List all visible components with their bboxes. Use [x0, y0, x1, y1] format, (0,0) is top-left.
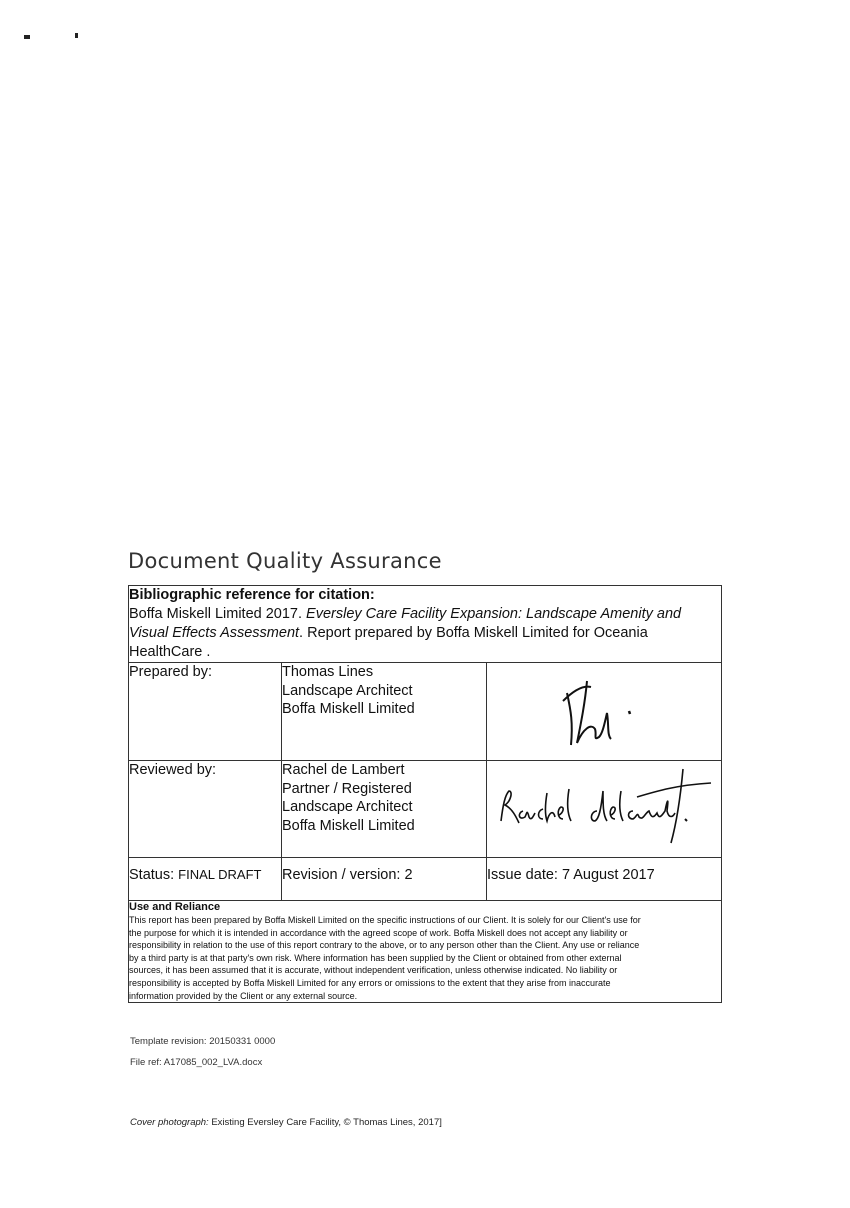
scan-mark [24, 35, 30, 39]
reviewed-org: Boffa Miskell Limited [282, 817, 415, 834]
reliance-line: the purpose for which it is intended in accordance with the agreed scope of work. Boffa Miskell does not accept any liability or [129, 927, 628, 938]
reliance-line: responsibility is accepted by Boffa Miskell Limited for any errors or omissions to the extent that they arise from inaccurate [129, 977, 611, 988]
issue-date-cell: Issue date: 7 August 2017 [487, 858, 722, 901]
prepared-signature [487, 663, 723, 760]
bibliographic-text-before: Boffa Miskell Limited 2017. [129, 606, 307, 622]
page-title: Document Quality Assurance [128, 549, 442, 573]
report-title: Eversley Care Facility Expansion: Landscape Amenity and Visual Effects Assessment [129, 606, 682, 641]
prepared-details [282, 663, 487, 761]
reliance-line: by a third party is at that party's own risk. Where information has been supplied by the Client or obtained from other external [129, 952, 622, 963]
reliance-line: sources, it has been assumed that it is accurate, without independent verification, unless otherwise indicated. No liability or [129, 965, 618, 976]
reliance-line: responsibility in relation to the use of this report contrary to the above, or to any person other than the Client. Any use or reliance [129, 940, 640, 951]
template-revision: Template revision: 20150331 0000 [130, 1036, 276, 1047]
scan-mark [75, 33, 78, 38]
prepared-label: Prepared by: [129, 663, 282, 761]
reviewed-row [129, 761, 722, 858]
reliance-heading: Use and Reliance [129, 901, 221, 913]
status-value: FINAL DRAFT [178, 867, 262, 882]
prepared-name: Thomas Lines [282, 664, 374, 680]
reviewed-label: Reviewed by: [129, 761, 282, 858]
cover-photo-text: Existing Eversley Care Facility, © Thomas Lines, 2017] [208, 1117, 442, 1128]
prepared-role: Landscape Architect [282, 682, 413, 699]
prepared-signature-cell [487, 663, 722, 761]
prepared-row [129, 663, 722, 761]
prepared-org: Boffa Miskell Limited [282, 701, 415, 717]
reviewed-role-line1: Partner / Registered [282, 780, 412, 797]
status-cell [129, 858, 282, 901]
reviewed-name: Rachel de Lambert [282, 762, 405, 778]
reviewed-details [282, 761, 487, 858]
reliance-row [129, 901, 722, 1003]
bibliographic-cell [129, 586, 722, 663]
cover-photo-credit [130, 1117, 442, 1128]
reviewed-signature-cell [487, 761, 722, 858]
cover-photo-label: Cover photograph: [130, 1117, 209, 1128]
status-row [129, 858, 722, 901]
reliance-line: information provided by the Client or any external source. [129, 990, 358, 1001]
bibliographic-text-after: . Report prepared by Boffa Miskell Limited for Oceania HealthCare . [129, 625, 648, 660]
bibliographic-heading: Bibliographic reference for citation: [129, 587, 375, 603]
revision-cell: Revision / version: 2 [282, 858, 487, 901]
file-ref: File ref: A17085_002_LVA.docx [130, 1057, 263, 1068]
reliance-cell [129, 901, 722, 1003]
bibliographic-row [129, 586, 722, 663]
reviewed-role-line2: Landscape Architect [282, 799, 413, 815]
status-label: Status: [129, 867, 179, 883]
quality-assurance-table [128, 585, 722, 1003]
reliance-line: This report has been prepared by Boffa Miskell Limited on the specific instructions of our Client. It is solely for our Client's use for [129, 915, 641, 925]
reviewed-signature [487, 761, 723, 857]
